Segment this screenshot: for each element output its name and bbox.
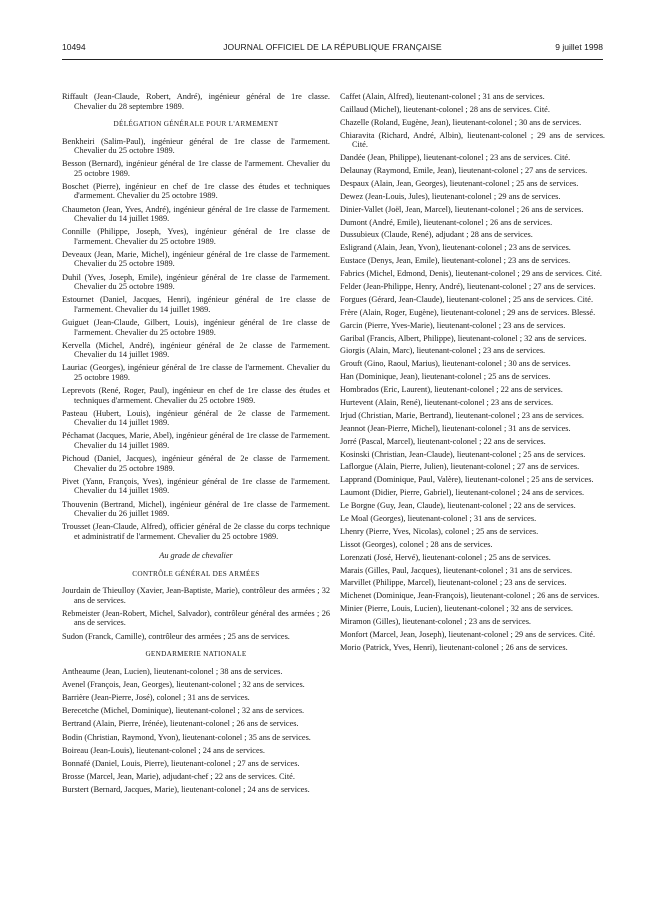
decree-entry: Kosinski (Christian, Jean-Claude), lieutenant-colonel ; 25 ans de services. <box>340 449 586 459</box>
decree-entry: Barrière (Jean-Pierre, José), colonel ; 31 ans de services. <box>62 692 250 702</box>
decree-entry: Chiaravita (Richard, André, Albin), lieutenant-colonel ; 29 ans de services. Cité. <box>340 130 605 150</box>
decree-entry: Chazelle (Roland, Eugène, Jean), lieutenant-colonel ; 30 ans de services. <box>340 117 582 127</box>
decree-entry: Benkheiri (Salim-Paul), ingénieur général de 1re classe de l'armement. Chevalier du 25 octobre 1989. <box>62 136 330 155</box>
decree-entry: Caillaud (Michel), lieutenant-colonel ; 28 ans de services. Cité. <box>340 104 550 114</box>
decree-entry: Lorenzati (José, Hervé), lieutenant-colonel ; 25 ans de services. <box>340 552 551 562</box>
decree-entry: Riffault (Jean-Claude, Robert, André), ingénieur général de 1re classe. Chevalier du 28 septembre 1989. <box>62 92 330 111</box>
decree-entry: Antheaume (Jean, Lucien), lieutenant-colonel ; 38 ans de services. <box>62 666 283 676</box>
decree-entry: Jorré (Pascal, Marcel), lieutenant-colonel ; 22 ans de services. <box>340 436 546 446</box>
decree-entry: Laumont (Didier, Pierre, Gabriel), lieutenant-colonel ; 24 ans de services. <box>340 488 585 498</box>
decree-entry: Avenel (François, Jean, Georges), lieutenant-colonel ; 32 ans de services. <box>62 679 305 689</box>
decree-entry: Estournet (Daniel, Jacques, Henri), ingénieur général de 1re classe de l'armement. Chevalier du 14 juillet 1989. <box>62 295 330 314</box>
decree-entry: Grouft (Gino, Raoul, Marius), lieutenant-colonel ; 30 ans de services. <box>340 359 571 369</box>
page-header <box>62 42 603 56</box>
decree-entry: Lissot (Georges), colonel ; 28 ans de services. <box>340 539 493 549</box>
decree-entry: Han (Dominique, Jean), lieutenant-colonel ; 25 ans de services. <box>340 372 551 382</box>
decree-entry: Forgues (Gérard, Jean-Claude), lieutenant-colonel ; 25 ans de services. Cité. <box>340 294 594 304</box>
decree-entry: Marvillet (Philippe, Marcel), lieutenant-colonel ; 23 ans de services. <box>340 578 567 588</box>
decree-entry: Trousset (Jean-Claude, Alfred), officier général de 2e classe du corps technique et administratif de l'armement. Chevalier du 25 octobre 1989. <box>62 522 330 541</box>
decree-entry: Miramon (Gilles), lieutenant-colonel ; 23 ans de services. <box>340 617 532 627</box>
decree-entry: Jourdain de Thieulloy (Xavier, Jean-Baptiste, Marie), contrôleur des armées ; 32 ans de services. <box>62 586 330 605</box>
decree-entry: Brosse (Marcel, Jean, Marie), adjudant-chef ; 22 ans de services. Cité. <box>62 772 295 782</box>
decree-entry: Bertrand (Alain, Pierre, Irénée), lieutenant-colonel ; 26 ans de services. <box>62 719 299 729</box>
decree-entry: Garibal (Francis, Albert, Philippe), lieutenant-colonel ; 32 ans de services. <box>340 333 587 343</box>
section-heading: GENDARMERIE NATIONALE <box>145 650 247 659</box>
decree-entry: Rebmeister (Jean-Robert, Michel, Salvador), contrôleur général des armées ; 26 ans de services. <box>62 608 330 628</box>
decree-entry: Frère (Alain, Roger, Eugène), lieutenant-colonel ; 29 ans de services. Blessé. <box>340 307 596 317</box>
decree-entry: Marais (Gilles, Paul, Jacques), lieutenant-colonel ; 31 ans de services. <box>340 565 573 575</box>
decree-entry: Pichoud (Daniel, Jacques), ingénieur général de 2e classe de l'armement. Chevalier du 25 octobre 1989. <box>62 454 330 473</box>
decree-entry: Dewez (Jean-Louis, Jules), lieutenant-colonel ; 29 ans de services. <box>340 191 561 201</box>
decree-entry: Hombrados (Eric, Laurent), lieutenant-colonel ; 22 ans de services. <box>340 385 563 395</box>
decree-entry: Morio (Patrick, Yves, Henri), lieutenant-colonel ; 26 ans de services. <box>340 642 568 652</box>
decree-entry: Laflorgue (Alain, Pierre, Julien), lieutenant-colonel ; 27 ans de services. <box>340 462 580 472</box>
decree-entry: Péchamat (Jacques, Marie, Abel), ingénieur général de 1re classe de l'armement. Chevalier du 14 juillet 1989. <box>62 431 330 450</box>
decree-entry: Lapprand (Dominique, Paul, Valère), lieutenant-colonel ; 25 ans de services. <box>340 475 594 485</box>
decree-entry: Burstert (Bernard, Jacques, Marie), lieutenant-colonel ; 24 ans de services. <box>62 785 310 795</box>
decree-entry: Lauriac (Georges), ingénieur général de 1re classe de l'armement. Chevalier du 25 octobre 1989. <box>62 363 330 382</box>
decree-entry: Hurtevent (Alain, René), lieutenant-colonel ; 23 ans de services. <box>340 397 554 407</box>
decree-entry: Jeannot (Jean-Pierre, Michel), lieutenant-colonel ; 31 ans de services. <box>340 423 571 433</box>
decree-entry: Duhil (Yves, Joseph, Emile), ingénieur général de 1re classe de l'armement. Chevalier du 25 octobre 1989. <box>62 272 330 292</box>
decree-entry: Leprevots (René, Roger, Paul), ingénieur en chef de 1re classe des études et techniques d'armement. Chevalier du 25 octobre 1989. <box>62 386 330 405</box>
decree-entry: Garcin (Pierre, Yves-Marie), lieutenant-colonel ; 23 ans de services. <box>340 320 566 330</box>
header-rule <box>62 59 603 60</box>
decree-entry: Le Moal (Georges), lieutenant-colonel ; 31 ans de services. <box>340 514 537 523</box>
section-heading: CONTRÔLE GÉNÉRAL DES ARMÉES <box>132 569 260 578</box>
decree-entry: Chaumeton (Jean, Yves, André), ingénieur général de 1re classe de l'armement. Chevalier du 14 juillet 1989. <box>62 204 330 224</box>
decree-entry: Deveaux (Jean, Marie, Michel), ingénieur général de 1re classe de l'armement. Chevalier du 25 octobre 1989. <box>62 249 330 269</box>
decree-entry: Dandée (Jean, Philippe), lieutenant-colonel ; 23 ans de services. Cité. <box>340 153 571 163</box>
decree-entry: Irjud (Christian, Marie, Bertrand), lieutenant-colonel ; 23 ans de services. <box>340 410 584 420</box>
decree-entry: Caffet (Alain, Alfred), lieutenant-colonel ; 31 ans de services. <box>340 92 545 101</box>
decree-entry: Dussubieux (Claude, René), adjudant ; 28 ans de services. <box>340 230 533 240</box>
decree-entry: Thouvenin (Bertrand, Michel), ingénieur général de 1re classe de l'armement. Chevalier du 26 juillet 1989. <box>62 499 330 518</box>
decree-entry: Dumont (André, Emile), lieutenant-colonel ; 26 ans de services. <box>340 217 553 227</box>
grade-heading: Au grade de chevalier <box>159 551 233 561</box>
decree-entry: Pasteau (Hubert, Louis), ingénieur général de 2e classe de l'armement. Chevalier du 14 juillet 1989. <box>62 408 330 428</box>
decree-entry: Felder (Jean-Philippe, Henry, André), lieutenant-colonel ; 27 ans de services. <box>340 281 596 291</box>
decree-entry: Lhenry (Pierre, Yves, Nicolas), colonel ; 25 ans de services. <box>340 526 539 536</box>
journal-title: JOURNAL OFFICIEL DE LA RÉPUBLIQUE FRANÇAISE <box>223 42 442 52</box>
right-column <box>340 92 605 656</box>
decree-entry: Bodin (Christian, Raymond, Yvon), lieutenant-colonel ; 35 ans de services. <box>62 732 311 742</box>
decree-entry: Besson (Bernard), ingénieur général de 1re classe de l'armement. Chevalier du 25 octobre 1989. <box>62 159 330 178</box>
publication-date: 9 juillet 1998 <box>555 42 603 52</box>
decree-entry: Delaunay (Raymond, Emile, Jean), lieutenant-colonel ; 27 ans de services. <box>340 165 588 175</box>
decree-entry: Berecetche (Michel, Dominique), lieutenant-colonel ; 32 ans de services. <box>62 706 305 716</box>
decree-entry: Pivet (Yann, François, Yves), ingénieur général de 1re classe de l'armement. Chevalier du 14 juillet 1989. <box>62 476 330 496</box>
decree-entry: Dinier-Vallet (Joël, Jean, Marcel), lieutenant-colonel ; 26 ans de services. <box>340 204 584 214</box>
decree-entry: Minier (Pierre, Louis, Lucien), lieutenant-colonel ; 32 ans de services. <box>340 604 573 614</box>
decree-entry: Boschet (Pierre), ingénieur en chef de 1re classe des études et techniques d'armement. Chevalier du 25 octobre 1989. <box>62 181 330 201</box>
decree-entry: Bonnafé (Daniel, Louis, Pierre), lieutenant-colonel ; 27 ans de services. <box>62 758 300 768</box>
section-heading: DÉLÉGATION GÉNÉRALE POUR L'ARMEMENT <box>113 120 279 128</box>
decree-entry: Le Borgne (Guy, Jean, Claude), lieutenant-colonel ; 22 ans de services. <box>340 501 576 511</box>
page-number: 10494 <box>62 42 86 52</box>
decree-entry: Giorgis (Alain, Marc), lieutenant-colonel ; 23 ans de services. <box>340 346 546 356</box>
decree-entry: Fabrics (Michel, Edmond, Denis), lieutenant-colonel ; 29 ans de services. Cité. <box>340 269 602 279</box>
decree-entry: Connille (Philippe, Joseph, Yves), ingénieur général de 1re classe de l'armement. Chevalier du 25 octobre 1989. <box>62 227 330 246</box>
decree-entry: Sudon (Franck, Camille), contrôleur des armées ; 25 ans de services. <box>62 631 290 641</box>
decree-entry: Eustace (Denys, Jean, Emile), lieutenant-colonel ; 23 ans de services. <box>340 256 571 266</box>
decree-entry: Esligrand (Alain, Jean, Yvon), lieutenant-colonel ; 23 ans de services. <box>340 243 571 253</box>
decree-entry: Despaux (Alain, Jean, Georges), lieutenant-colonel ; 25 ans de services. <box>340 178 579 188</box>
decree-entry: Michenet (Dominique, Jean-François), lieutenant-colonel ; 26 ans de services. <box>340 591 600 601</box>
decree-entry: Kervella (Michel, André), ingénieur général de 2e classe de l'armement. Chevalier du 14 juillet 1989. <box>62 340 330 360</box>
left-column <box>62 92 330 798</box>
decree-entry: Guiguet (Jean-Claude, Gilbert, Louis), ingénieur général de 1re classe de l'armement. Chevalier du 25 octobre 1989. <box>62 318 330 337</box>
decree-entry: Monfort (Marcel, Jean, Joseph), lieutenant-colonel ; 29 ans de services. Cité. <box>340 630 596 640</box>
decree-entry: Boireau (Jean-Louis), lieutenant-colonel ; 24 ans de services. <box>62 745 265 755</box>
